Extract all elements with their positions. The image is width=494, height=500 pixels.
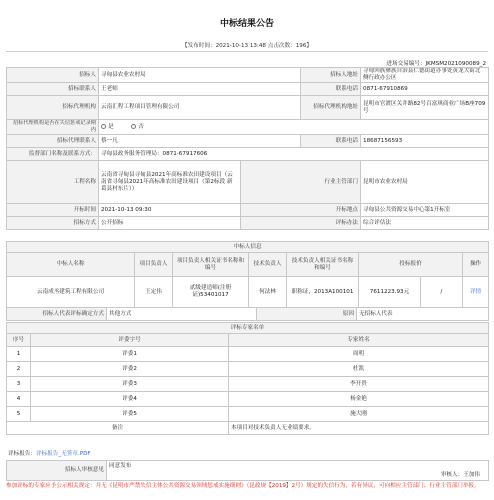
eval-report-label: 评标报告： bbox=[8, 451, 36, 457]
open-time-value: 2021-10-13 09:30 bbox=[99, 204, 241, 217]
col-expert-no: 序号 bbox=[7, 334, 31, 347]
agency-address-label: 招标代理机构地址 bbox=[301, 96, 361, 120]
expert-no: 4 bbox=[7, 392, 31, 407]
expert-name: 杨金艳 bbox=[229, 392, 489, 407]
col-expert-code: 评委字号 bbox=[31, 334, 229, 347]
col-winner-name: 中标人名称 bbox=[7, 253, 135, 277]
auditor: 审核人：王加伟 bbox=[440, 472, 480, 478]
remark-label: 备注 bbox=[7, 422, 229, 435]
expert-code: 评委3 bbox=[31, 377, 229, 392]
expert-code: 评委2 bbox=[31, 362, 229, 377]
col-bid-price: 投标报价 bbox=[359, 253, 463, 277]
publish-meta: 【发布时间：2021-10-13 13:48 点击次数：196】 bbox=[182, 43, 312, 49]
opinion-label: 招标人审核意见 bbox=[7, 461, 107, 481]
expert-name: 杜凯 bbox=[229, 362, 489, 377]
open-place-value: 寻甸县公共资源交易中心第1开标室 bbox=[361, 204, 489, 217]
agency-address-value: 昆明市官渡区关井路82号百富琪商业广场B座709号 bbox=[361, 96, 489, 120]
industry-dept-value: 昆明市农业农村局 bbox=[361, 161, 489, 204]
footer-note: 参加评标的专家应予公示相关规定：并无《昆明市严禁失信主体公共资源交易领域惩戒实施细则》（昆政规【2019】2号）规定的失信行为，若有异议，可向相应主管部门、行业主管部门举报。 bbox=[6, 483, 480, 489]
supervisor-label: 监督部门名称及联系方式： bbox=[7, 148, 99, 161]
radio-no[interactable] bbox=[131, 124, 136, 129]
winner-pm-cert: 贰级建造师(注册证)53401017 bbox=[173, 277, 249, 308]
col-pm: 项目负责人 bbox=[135, 253, 173, 277]
expert-code: 评委5 bbox=[31, 407, 229, 422]
tenderer-phone-value: 0871-67910869 bbox=[361, 83, 489, 96]
winner-bid-extra: / bbox=[421, 277, 463, 308]
expert-no: 3 bbox=[7, 377, 31, 392]
agency-contact-value: 蔡一凡 bbox=[99, 135, 301, 148]
expert-name: 李开贵 bbox=[229, 377, 489, 392]
rep-method-label: 招标人代表评标确定方式 bbox=[7, 308, 107, 321]
reason-label: 原因 bbox=[257, 308, 357, 321]
tenderer-contact-label: 招标联系人 bbox=[7, 83, 99, 96]
expert-code: 评委1 bbox=[31, 347, 229, 362]
open-time-label: 开标时间 bbox=[7, 204, 99, 217]
eval-method-table bbox=[6, 307, 489, 321]
expert-name: 施大刚 bbox=[229, 407, 489, 422]
agency-credit-options bbox=[99, 120, 489, 135]
col-expert-name: 专家姓名 bbox=[229, 334, 489, 347]
tender-info-table bbox=[6, 67, 489, 230]
expert-code: 评委4 bbox=[31, 392, 229, 407]
tender-method-label: 招标方式 bbox=[7, 217, 99, 230]
opinion-table bbox=[6, 460, 489, 481]
open-place-label: 开标地点 bbox=[241, 204, 361, 217]
experts-table bbox=[6, 322, 489, 435]
radio-no-label: 否 bbox=[138, 123, 144, 130]
transaction-number: 进场交易编号：JKMSM2021090089_2 bbox=[386, 61, 486, 67]
tenderer-address-label: 招标人地址 bbox=[301, 68, 361, 83]
eval-report-row bbox=[8, 449, 488, 459]
expert-no: 1 bbox=[7, 347, 31, 362]
project-name-label: 工程名称 bbox=[7, 161, 99, 204]
supervisor-value: 寻甸县政务服务管理局：0871-67917606 bbox=[99, 148, 489, 161]
tenderer-address-value: 寻甸回族彝族自治县仁德街道办事处黄龙大街北侧行政办公区 bbox=[361, 68, 489, 83]
opinion-cell bbox=[107, 461, 489, 481]
agency-contact-label: 招标代理联系人 bbox=[7, 135, 99, 148]
winner-table bbox=[6, 241, 489, 308]
agency-value: 云南汇程工程项目管理有限公司 bbox=[99, 96, 301, 120]
agency-credit-label: 招标代理机构是否在失信惩戒记录期内 bbox=[7, 120, 99, 135]
col-pm-cert: 项目负责人相关证书名称和编号 bbox=[173, 253, 249, 277]
agency-phone-value: 18687156593 bbox=[361, 135, 489, 148]
eval-method-value: 综合评估法 bbox=[361, 217, 489, 230]
col-action: 操作 bbox=[463, 253, 489, 277]
divider bbox=[6, 51, 488, 52]
industry-dept-label: 行业主管部门 bbox=[241, 161, 361, 204]
page-title: 中标结果公告 bbox=[219, 19, 274, 29]
winner-name: 云南成丞建筑工程有限公司 bbox=[7, 277, 135, 308]
radio-yes[interactable] bbox=[101, 124, 106, 129]
tenderer-value: 寻甸县农业农村局 bbox=[99, 68, 301, 83]
reason-value: 无招标人代表 bbox=[357, 308, 489, 321]
radio-yes-label: 是 bbox=[108, 123, 114, 130]
remark-value: 本项目对技术负责人无业绩要求。 bbox=[229, 422, 489, 435]
expert-no: 2 bbox=[7, 362, 31, 377]
agency-phone-label: 联系电话 bbox=[301, 135, 361, 148]
expert-name: 周明 bbox=[229, 347, 489, 362]
rep-method-value: 其他方式 bbox=[107, 308, 257, 321]
experts-section-title: 评标专家名单 bbox=[7, 323, 489, 334]
col-tech: 技术负责人 bbox=[249, 253, 287, 277]
tenderer-contact-value: 王老师 bbox=[99, 83, 301, 96]
eval-method-label: 评标办法 bbox=[241, 217, 361, 230]
opinion-value: 同意发布 bbox=[109, 463, 132, 469]
winner-tech-cert: 职称证，2013A100101 bbox=[287, 277, 359, 308]
tenderer-phone-label: 联系电话 bbox=[301, 83, 361, 96]
tenderer-label: 招标人 bbox=[7, 68, 99, 83]
winner-section-title: 中标人信息 bbox=[7, 242, 489, 253]
winner-detail-link[interactable]: 详情 bbox=[463, 277, 489, 308]
tender-method-value: 公开招标 bbox=[99, 217, 241, 230]
winner-tech: 何法林 bbox=[249, 277, 287, 308]
winner-pm: 王定伟 bbox=[135, 277, 173, 308]
col-tech-cert: 技术负责人相关证书名称和编号 bbox=[287, 253, 359, 277]
eval-report-file-link[interactable]: 评标报告_无签章.PDF bbox=[35, 451, 91, 457]
project-name-value: 云南省寻甸县寻甸县2021年高标准农田建设项目（云南省寻甸县2021年高标准农田建设项目（第2标段 新葛县村东片）） bbox=[99, 161, 241, 204]
expert-no: 5 bbox=[7, 407, 31, 422]
agency-label: 招标代理机构 bbox=[7, 96, 99, 120]
winner-bid-price: 7611223.93元 bbox=[359, 277, 421, 308]
